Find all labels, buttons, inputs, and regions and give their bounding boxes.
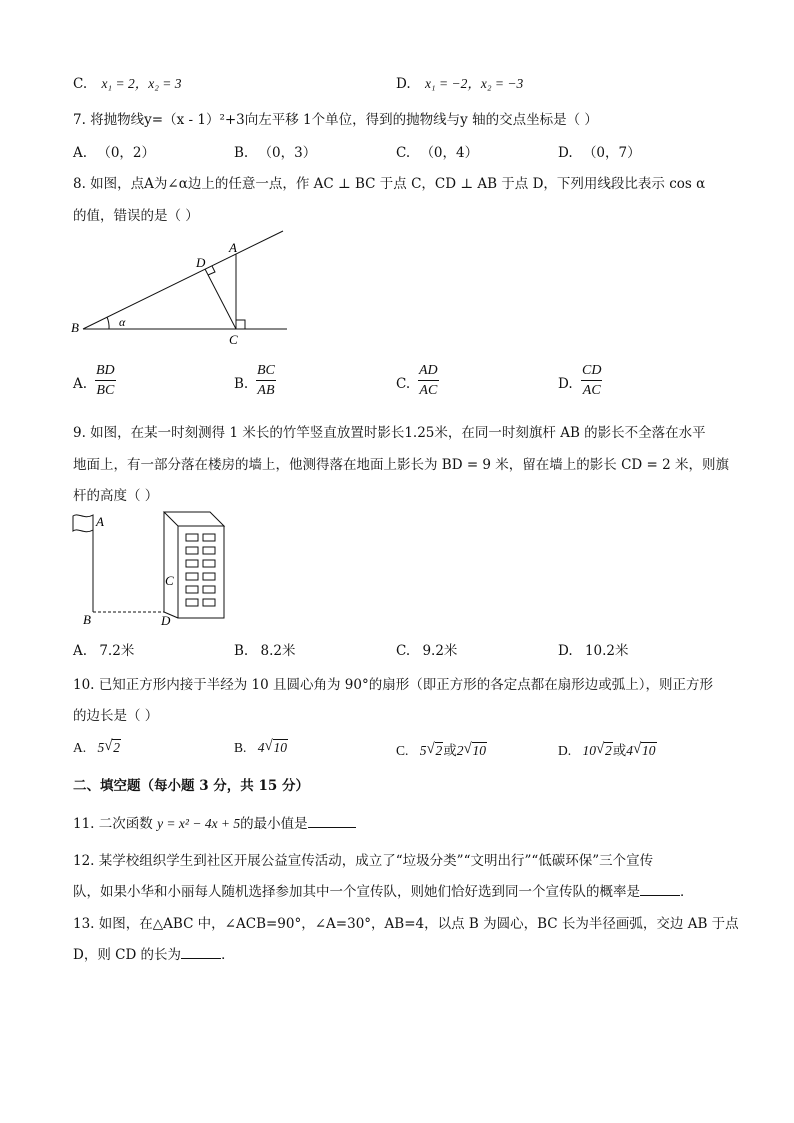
q11-prefix: 11. 二次函数 [73,816,153,832]
q8-option-b-fraction [256,363,276,399]
q9-option-b [234,639,296,659]
option-text: 9.2米 [422,643,458,659]
q10-option-c [396,739,487,759]
q8-option-b-label: B. [234,376,249,392]
option-label: C. [396,643,411,659]
option-text: （0，7） [582,145,641,161]
q9-stem-line2: 地面上，有一部分落在楼房的墙上，他测得落在地面上影长为 BD = 9 米，留在墙上的影长 CD = 2 米，则旗 [73,457,730,473]
q9-option-a [73,639,134,659]
building-windows [186,534,215,606]
q7-stem: 7. 将抛物线y=（x - 1）²+3向左平移 1个单位，得到的抛物线与y 轴的交点坐标是（ ） [73,112,598,128]
option-text: x₁ = 2，x₂ = 3 [101,76,182,91]
q7-option-b [234,141,316,161]
numerator: BD [95,363,116,381]
option-text: （0，2） [97,145,156,161]
sqrt-2: √ 10 [463,741,487,758]
coefficient-2: 2 [456,743,464,758]
option-text: 8.2米 [260,643,296,659]
option-text: （0，3） [258,145,317,161]
sqrt: √ 2 [426,741,443,758]
q9-stem-line3: 杆的高度（ ） [73,488,159,504]
option-label: B. [234,643,249,659]
option-label: D. [558,743,572,758]
coefficient: 4 [257,740,265,755]
q10-stem-line1: 10. 已知正方形内接于半经为 10 且圆心角为 90°的扇形（即正方形的各定点都在扇形边或弧上），则正方形 [73,677,713,693]
q10-option-b [234,739,288,756]
q13-line2-text: D，则 CD 的长为 [73,947,182,963]
option-label: D. [558,145,573,161]
q8-option-a-fraction [95,363,116,399]
q8-option-c-label: C. [396,376,411,392]
option-label: A. [73,145,88,161]
q8-option-c-fraction [418,363,439,399]
or-word: 或 [443,743,457,758]
label-b: B [71,320,79,335]
radicand: 2 [113,740,120,755]
q7-option-d [558,141,641,161]
label-a: A [96,514,104,529]
q9-stem-line1: 9. 如图，在某一时刻测得 1 米长的竹竿竖直放置时影长1.25米，在同一时刻旗杆 AB 的影长不全落在水平 [73,425,706,441]
coefficient: 5 [97,740,105,755]
option-label: C. [73,76,88,92]
answer-blank[interactable] [181,944,221,959]
q8-option-d-fraction [581,363,602,399]
answer-blank[interactable] [640,881,680,896]
option-text: 7.2米 [99,643,135,659]
q13-line1: 13. 如图，在△ABC 中，∠ACB=90°，∠A=30°，AB=4，以点 B 为圆心，BC 长为半径画弧，交边 AB 于点 [73,916,739,932]
q8-stem-line1: 8. 如图，点A为∠α边上的任意一点，作 AC ⊥ BC 于点 C，CD ⊥ AB 于点 D，下列用线段比表示 cos α [73,176,706,192]
radicand: 2 [605,743,612,758]
label-d: D [196,255,206,270]
radicand: 10 [273,740,288,755]
q8-option-d-label: D. [558,376,573,392]
sqrt: √ 10 [264,738,288,755]
answer-blank[interactable] [308,813,356,828]
option-label: D. [396,76,411,92]
option-text: x₁ = −2，x₂ = −3 [424,76,524,91]
q9-option-d [558,639,629,659]
option-label: A. [73,740,87,755]
radicand: 2 [435,743,443,758]
q7-option-a [73,141,155,161]
q9-flagpole-building-figure [66,508,236,630]
option-label: A. [73,643,88,659]
q12-line2-end: ． [680,884,694,900]
segment-cd [205,269,236,329]
denominator: AC [582,383,601,398]
label-a: A [229,240,237,255]
label-alpha: α [119,315,126,329]
coefficient: 5 [419,743,427,758]
denominator: BC [96,383,115,398]
angle-arc-alpha [107,317,109,329]
option-text: （0，4） [420,145,479,161]
q10-option-d [558,739,657,759]
numerator: CD [581,363,602,381]
q10-option-a [73,739,121,756]
denominator: AB [257,383,275,398]
q6-option-c [73,72,182,92]
building-front [178,526,224,618]
or-word: 或 [612,743,627,758]
q11-formula: y = x² − 4x + 5 [157,816,241,831]
coefficient-2: 4 [626,743,633,758]
q12-line1: 12. 某学校组织学生到社区开展公益宣传活动，成立了“垃圾分类”“文明出行”“低碳环保”三个宣传 [73,853,654,869]
q7-option-c [396,141,478,161]
numerator: BC [256,363,276,381]
q8-stem-line2: 的值，错误的是（ ） [73,208,199,224]
q11 [73,812,356,832]
label-d: D [161,613,171,628]
q8-option-a-label: A. [73,376,88,392]
option-label: C. [396,145,411,161]
q12-line2 [73,880,694,900]
sqrt-2: √ 10 [633,741,656,758]
option-text: 10.2米 [584,643,629,659]
slant-line [83,231,283,329]
radicand-2: 10 [642,743,656,758]
label-b: B [83,612,91,627]
q13-line2 [73,943,235,963]
flag-shape [73,515,93,532]
numerator: AD [418,363,439,381]
option-label: B. [234,145,249,161]
radicand-2: 10 [472,743,487,758]
q12-line2-text: 队，如果小华和小丽每人随机选择参加其中一个宣传队，则她们恰好选到同一个宣传队的概率是 [73,884,640,900]
building-roof [164,512,224,526]
coefficient: 10 [582,743,596,758]
label-c: C [165,573,174,588]
q8-triangle-figure [65,228,305,350]
sqrt: √ 2 [104,738,120,755]
q13-line2-end: ． [221,947,235,963]
option-label: C. [396,743,409,758]
option-label: B. [234,740,247,755]
section-title: 二、填空题（每小题 3 分，共 15 分） [73,778,309,794]
q11-suffix: 的最小值是 [240,816,308,832]
label-c: C [229,332,238,347]
q9-option-c [396,639,457,659]
sqrt: √ 2 [596,741,612,758]
option-label: D. [558,643,573,659]
right-angle-mark-c [236,320,245,329]
q10-stem-line2: 的边长是（ ） [73,708,159,724]
q6-option-d [396,72,523,92]
denominator: AC [419,383,438,398]
